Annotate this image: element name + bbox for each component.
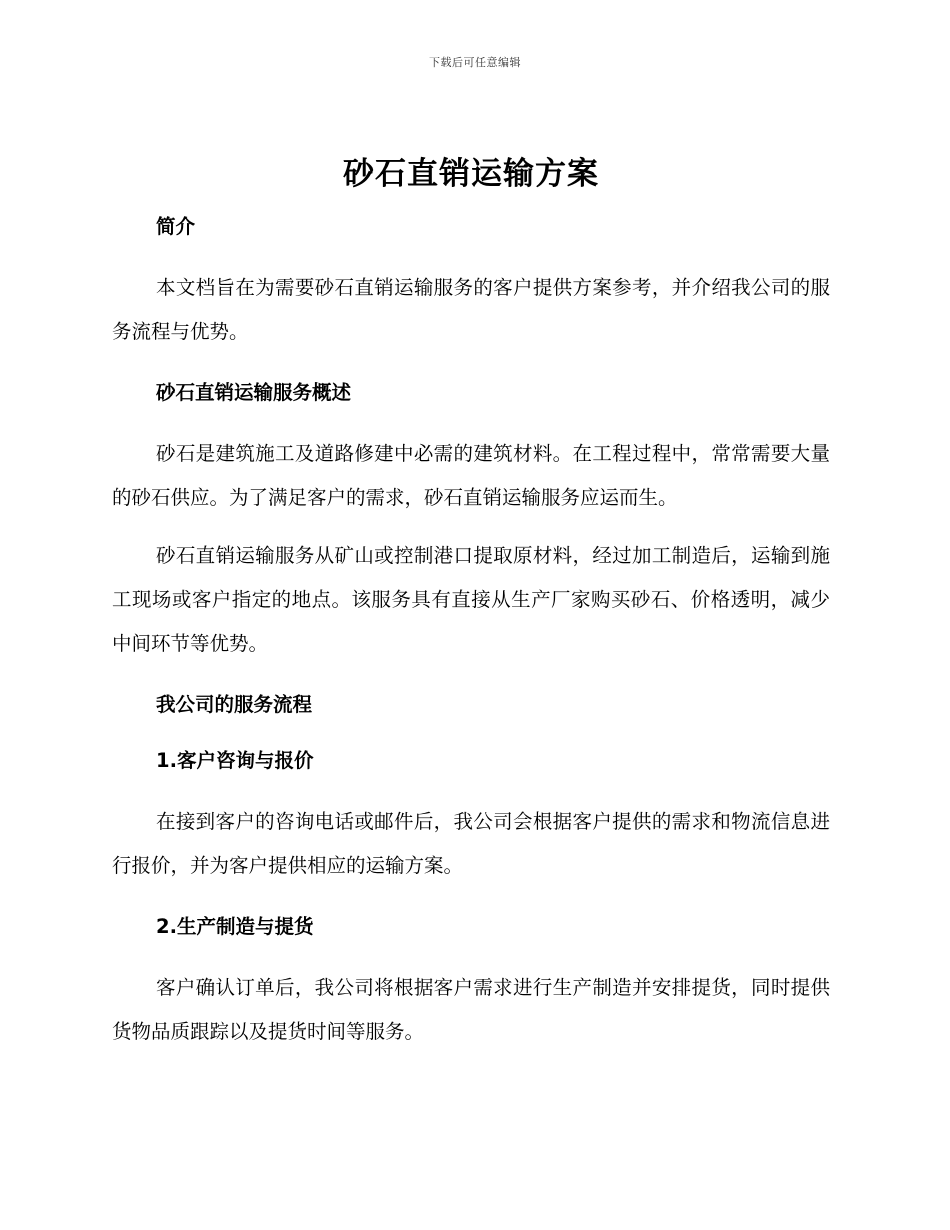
paragraph-overview-1: 砂石是建筑施工及道路修建中必需的建筑材料。在工程过程中，常常需要大量的砂石供应。为了满足客户的需求，砂石直销运输服务应运而生。 <box>112 442 830 509</box>
document-title: 砂石直销运输方案 <box>343 156 599 192</box>
section-heading-step2: 2.生产制造与提货 <box>156 915 314 938</box>
paragraph-step1: 在接到客户的咨询电话或邮件后，我公司会根据客户提供的需求和物流信息进行报价，并为客户提供相应的运输方案。 <box>112 810 830 877</box>
paragraph-step2: 客户确认订单后，我公司将根据客户需求进行生产制造并安排提货，同时提供货物品质跟踪以及提货时间等服务。 <box>112 976 830 1043</box>
paragraph-intro: 本文档旨在为需要砂石直销运输服务的客户提供方案参考，并介绍我公司的服务流程与优势。 <box>112 276 830 343</box>
document-body <box>112 148 830 1054</box>
section-heading-overview: 砂石直销运输服务概述 <box>156 381 352 404</box>
section-heading-step1: 1.客户咨询与报价 <box>156 749 314 772</box>
paragraph-overview-2: 砂石直销运输服务从矿山或控制港口提取原材料，经过加工制造后，运输到施工现场或客户指定的地点。该服务具有直接从生产厂家购买砂石、价格透明，减少中间环节等优势。 <box>112 544 830 655</box>
page-header-note: 下载后可任意编辑 <box>429 56 521 69</box>
section-heading-process: 我公司的服务流程 <box>156 693 313 716</box>
section-heading-intro: 简介 <box>156 215 196 238</box>
